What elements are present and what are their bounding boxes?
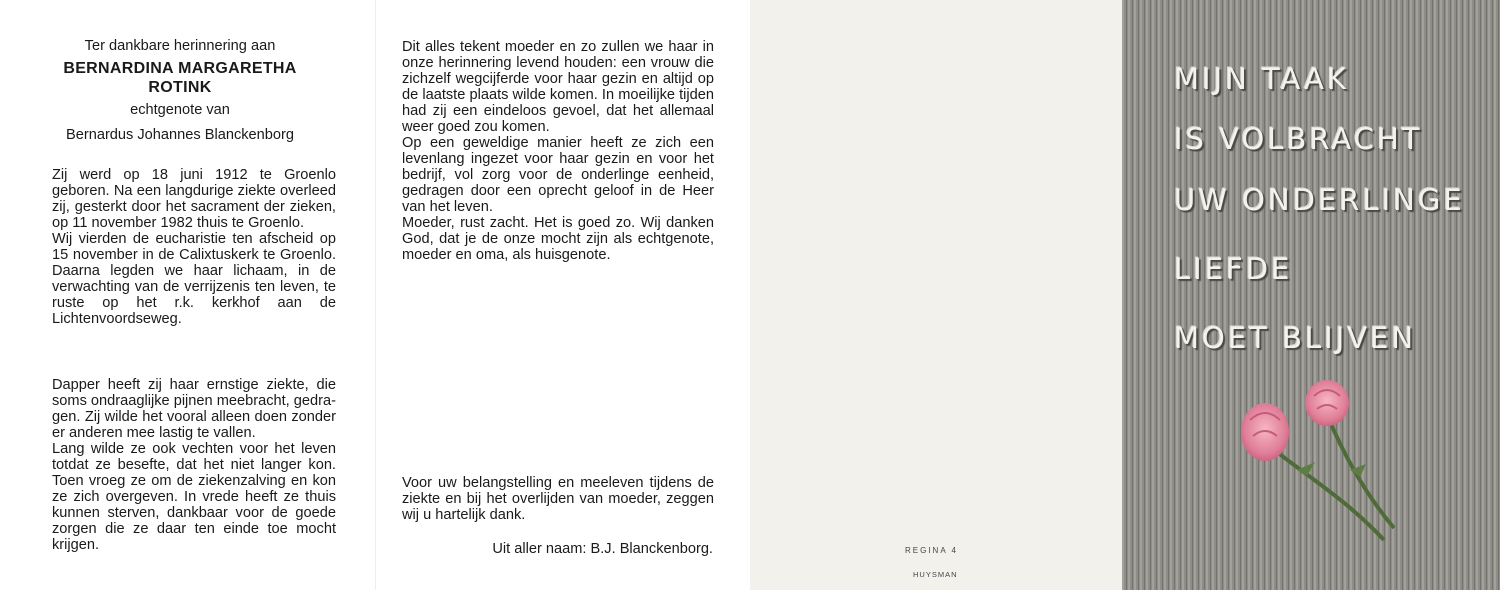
photo-panel xyxy=(1122,0,1500,590)
memorial-header xyxy=(30,38,330,143)
inscription-line-1: MIJN TAAK xyxy=(1174,62,1350,96)
rose-right xyxy=(1305,380,1349,426)
dedication-line: Ter dankbare herinnering aan xyxy=(84,38,276,54)
tribute-paragraph: Dit alles tekent moeder en zo zullen we haar in onze herinnering levend houden: een vrouw die zichzelf wegcijferde voor haar gezin en altijd op de laatste plaats wilde komen. In moeilijke tijden had zij een eindeloos gevoel, dat het allemaal weer goed zou komen. xyxy=(402,39,714,135)
tribute-block xyxy=(402,39,714,263)
spouse-name: Bernardus Johannes Blanckenborg xyxy=(66,127,294,143)
farewell-paragraph: Moeder, rust zacht. Het is goed zo. Wij danken God, dat je de onze mocht zijn als echtgenote, moeder en oma, als huisgenote. xyxy=(402,215,714,263)
left-card-panel xyxy=(0,0,375,590)
illness-paragraph: Dapper heeft zij haar ernstige ziekte, die soms ondraaglijke pijnen meebracht, gedragen. Zij wilde het vooral alleen doen zonder er anderen mee lastig te vallen. xyxy=(52,377,336,441)
inscription-line-3: UW ONDERLINGE xyxy=(1174,183,1465,217)
passing-paragraph: Lang wilde ze ook vechten voor het leven totdat ze besefte, dat het niet langer kon. Toen vroeg ze om de ziekenzalving en kon ze zich overgeven. In vrede heeft ze thuis kunnen sterven, dankbaar voor de goede zorgen die ze daar ten einde toe mocht krijgen. xyxy=(52,441,336,553)
rose-left xyxy=(1241,403,1289,461)
signature-line: Uit aller naam: B.J. Blanckenborg. xyxy=(492,541,713,557)
thanks-paragraph: Voor uw belangstelling en meeleven tijdens de ziekte en bij het overlijden van moeder, zeggen wij u hartelijk dank. xyxy=(402,475,714,523)
spouse-intro: echtgenote van xyxy=(130,102,230,118)
publisher-label: HUYSMAN xyxy=(913,570,958,579)
biography-paragraph: Zij werd op 18 juni 1912 te Groenlo geboren. Na een langdurige ziekte overleed zij, gesterkt door het sacrament der zieken, op 11 november 1982 thuis te Groenlo. xyxy=(52,167,336,231)
inscription-line-4: LIEFDE xyxy=(1174,252,1293,286)
brand-label: REGINA 4 xyxy=(905,546,958,555)
illness-block xyxy=(52,377,336,553)
dedication-paragraph: Op een geweldige manier heeft ze zich een levenlang ingezet voor haar gezin en voor het bedrijf, vol zorg voor de onderlinge eenheid, gedragen door een oprecht geloof in de Heer van het leven. xyxy=(402,135,714,215)
inscription-line-2: IS VOLBRACHT xyxy=(1174,122,1423,156)
inscription-line-5: MOET BLIJVEN xyxy=(1174,321,1417,355)
biography-block xyxy=(52,167,336,327)
middle-card-panel xyxy=(375,0,751,590)
deceased-surname: ROTINK xyxy=(148,79,212,96)
blank-card-panel xyxy=(750,0,1122,590)
deceased-name: BERNARDINA MARGARETHA xyxy=(63,60,297,77)
funeral-paragraph: Wij vierden de eucharistie ten afscheid op 15 november in de Calixtuskerk te Groenlo. Daarna legden we haar lichaam, in de verwachting van de verrijzenis ten leven, te ruste op het r.k. kerkhof aan de Lichtenvoordseweg. xyxy=(52,231,336,327)
